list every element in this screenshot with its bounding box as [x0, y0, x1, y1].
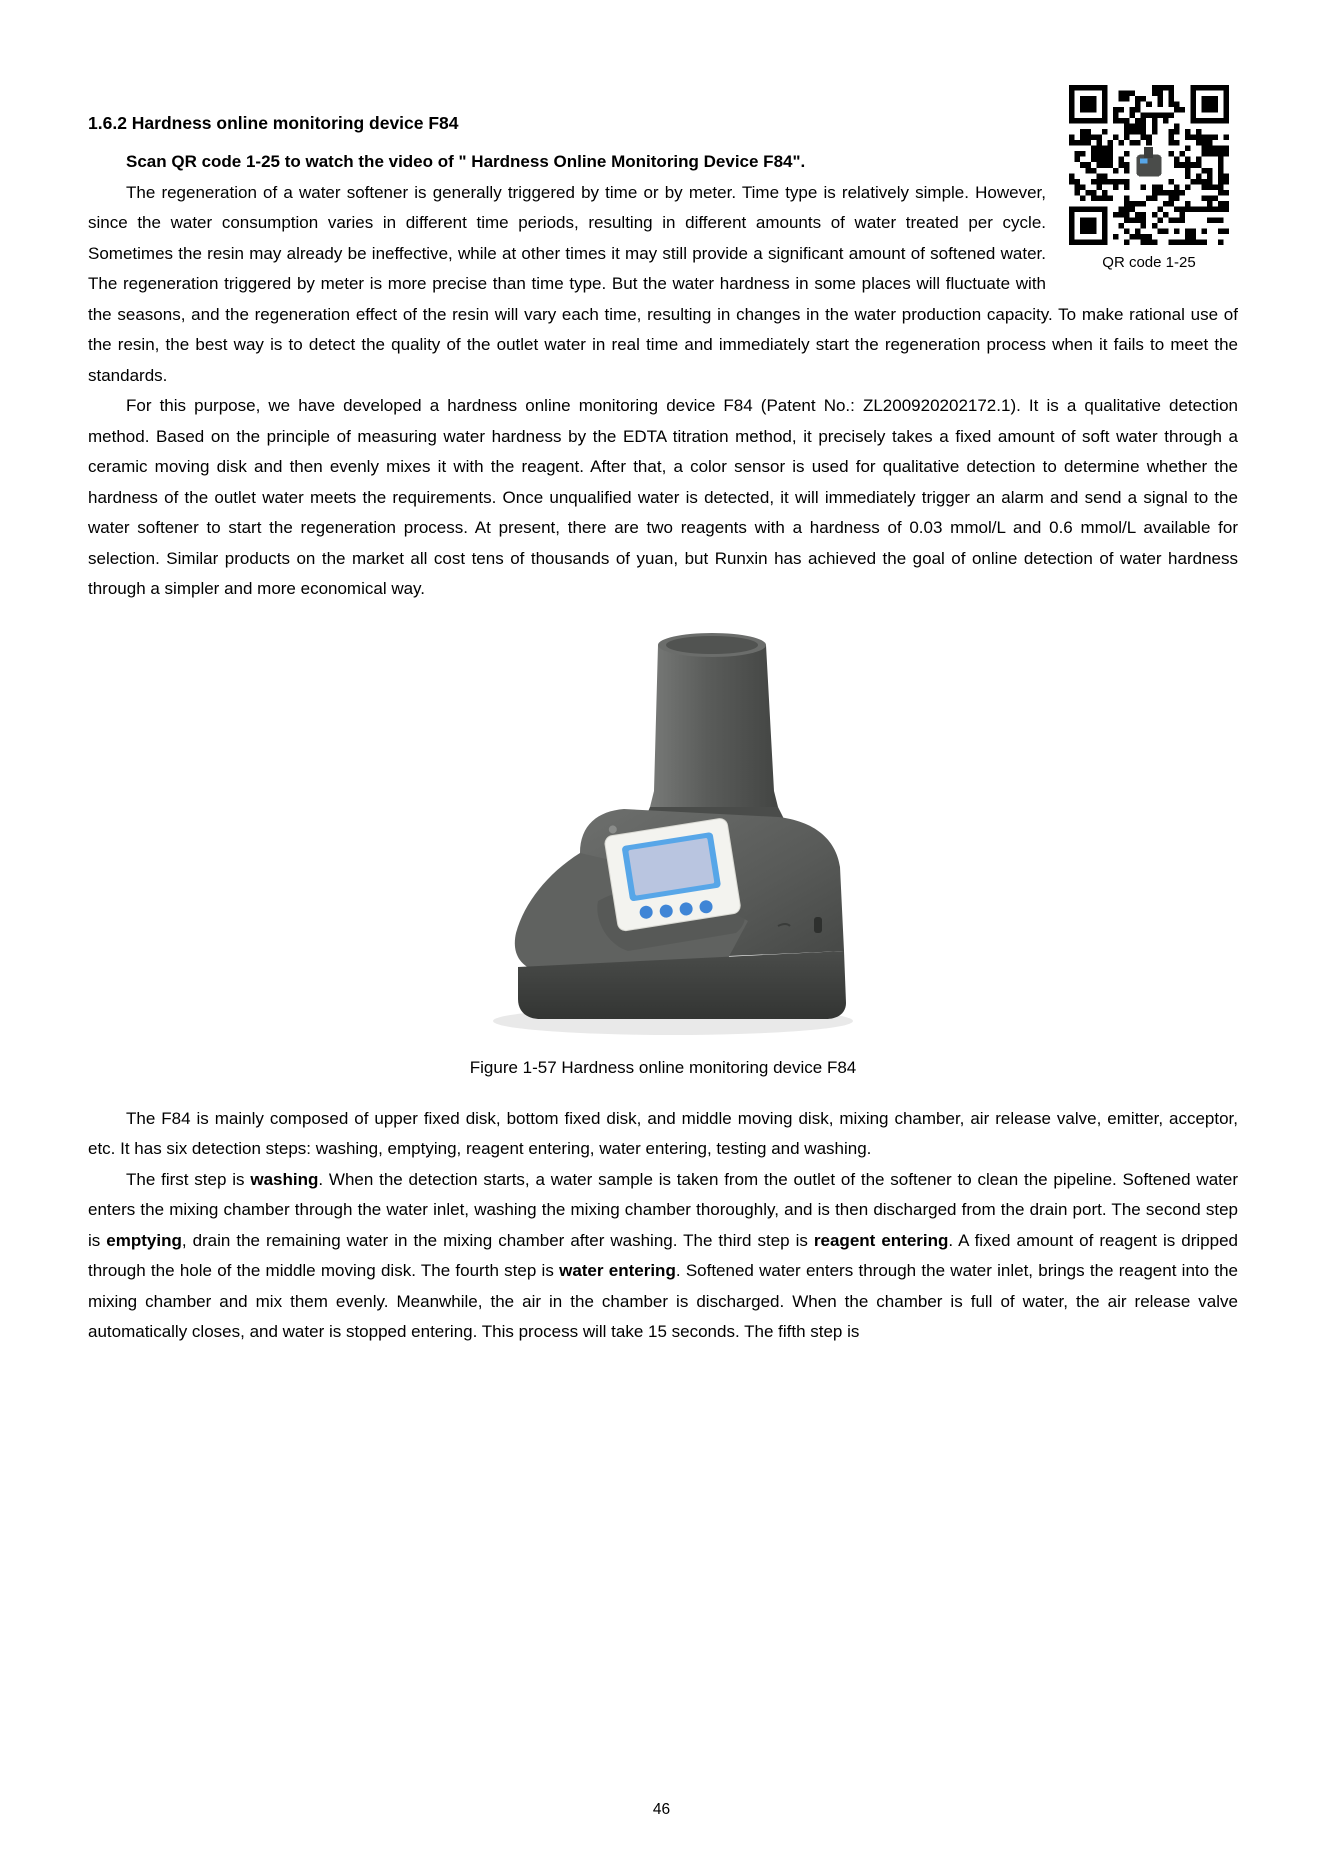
figure-caption: Figure 1-57 Hardness online monitoring device F84 [469, 1057, 857, 1077]
figure-block [88, 621, 1238, 1078]
paragraph-regeneration: The regeneration of a water softener is generally triggered by time or by meter. Time type is relatively simple. However, since the water consumption varies in different time periods, resulting in different amounts of water treated per cycle. Sometimes the resin may already be ineffective, while at other times it may still provide a significant amount of softened water. The regeneration triggered by meter is more precise than time type. But the water hardness in some places will fluctuate with the seasons, and the regeneration effect of the resin will vary each time, resulting in changes in the water production capacity. To make rational use of the resin, the best way is to detect the quality of the outlet water in real time and immediately start the regeneration process when it fails to meet the standards. [88, 182, 1238, 385]
qr-code-block [1060, 85, 1238, 271]
paragraph-steps: The first step is washing. When the detection starts, a water sample is taken from the outlet of the softener to clean the pipeline. Softened water enters the mixing chamber through the water inlet, washing the mixing chamber thoroughly, and is then discharged from the drain port. The second step is emptying, drain the remaining water in the mixing chamber after washing. The third step is reagent entering. A fixed amount of reagent is dripped through the hole of the middle moving disk. The fourth step is water entering. Softened water enters through the water inlet, brings the reagent into the mixing chamber and mix them evenly. Meanwhile, the air in the chamber is discharged. When the chamber is full of water, the air release valve automatically closes, and water is stopped entering. This process will take 15 seconds. The fifth step is [88, 1169, 1239, 1341]
scan-qr-paragraph: Scan QR code 1-25 to watch the video of " Hardness Online Monitoring Device F84". [126, 152, 806, 171]
device-funnel [638, 633, 792, 835]
qr-code-image [1069, 85, 1229, 245]
device-photo [448, 621, 878, 1039]
paragraph-composition: The F84 is mainly composed of upper fixed disk, bottom fixed disk, and middle moving disk, mixing chamber, air release valve, emitter, acceptor, etc. It has six detection steps: washing, emptying, reagent entering, water entering, testing and washing. [88, 1108, 1238, 1158]
paragraph-purpose: For this purpose, we have developed a hardness online monitoring device F84 (Patent No.: ZL200920202172.1). It is a qualitative detection method. Based on the principle of measuring water hardness by the EDTA titration method, it precisely takes a fixed amount of soft water through a ceramic moving disk and then evenly mixes it with the reagent. After that, a color sensor is used for qualitative detection to determine whether the hardness of the outlet water meets the requirements. Once unqualified water is detected, it will immediately trigger an alarm and send a signal to the water softener to start the regeneration process. At present, there are two reagents with a hardness of 0.03 mmol/L and 0.6 mmol/L available for selection. Similar products on the market all cost tens of thousands of yuan, but Runxin has achieved the goal of online detection of water hardness through a simpler and more economical way. [88, 396, 1238, 598]
section-heading: 1.6.2 Hardness online monitoring device F84 [88, 113, 459, 133]
page-number: 46 [652, 1801, 671, 1818]
qr-code-caption: QR code 1-25 [1102, 254, 1196, 271]
device-side-port [814, 917, 822, 933]
lower-text-section [88, 1104, 1238, 1348]
